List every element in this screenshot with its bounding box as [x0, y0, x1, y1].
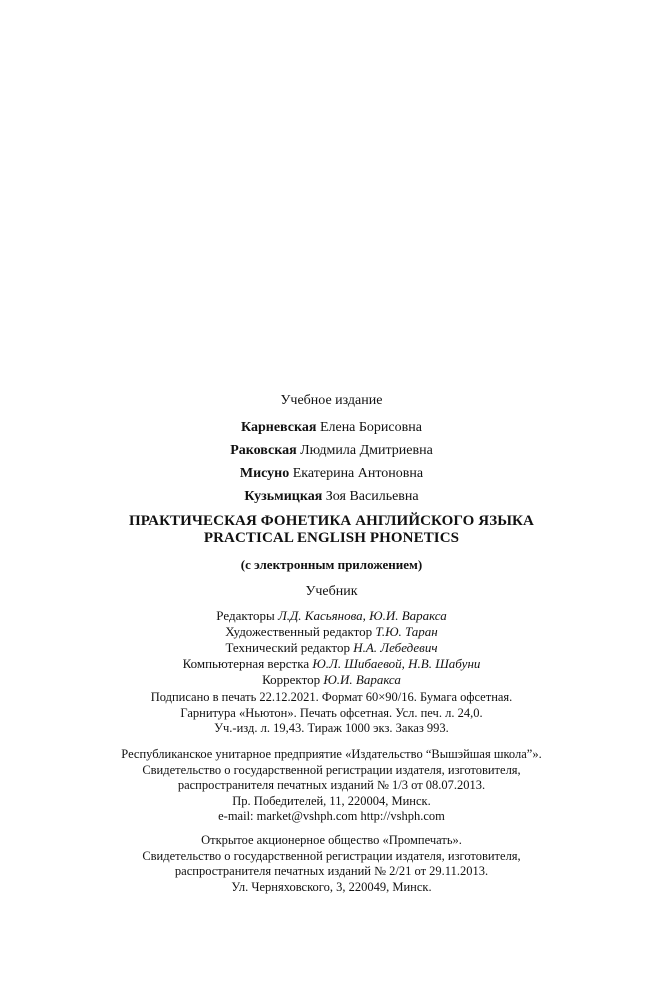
- credit-line: [0, 608, 663, 624]
- print-info-line: Гарнитура «Ньютон». Печать офсетная. Усл. печ. л. 24,0.: [180, 705, 483, 720]
- authors-list: [0, 419, 663, 511]
- title-en: PRACTICAL ENGLISH PHONETICS: [203, 530, 460, 546]
- credit-role: Технический редактор: [225, 640, 350, 655]
- author-surname: Карневская: [241, 420, 317, 435]
- credit-line: [0, 624, 663, 640]
- credit-names: Т.Ю. Таран: [375, 624, 438, 639]
- credit-role: Редакторы: [216, 608, 275, 623]
- author-line: [0, 442, 663, 465]
- book-type: Учебник: [305, 584, 358, 599]
- publisher-line: Пр. Победителей, 11, 220004, Минск.: [232, 793, 431, 808]
- printer-line: распространителя печатных изданий № 2/21 от 29.11.2013.: [174, 864, 489, 878]
- credit-line: [0, 640, 663, 656]
- author-surname: Мисуно: [239, 466, 290, 481]
- credit-line: [0, 656, 663, 672]
- credit-role: Компьютерная верстка: [182, 656, 310, 671]
- subtitle: (с электронным приложением): [240, 557, 423, 572]
- author-line: [0, 419, 663, 442]
- printer-info: [0, 833, 663, 895]
- author-name: Елена Борисовна: [319, 420, 422, 435]
- publisher-line: распространителя печатных изданий № 1/3 от 08.07.2013.: [177, 778, 486, 792]
- printer-line: Ул. Черняховского, 3, 220049, Минск.: [231, 879, 432, 894]
- credit-names: Ю.Л. Шибаевой, Н.В. Шабуни: [312, 656, 481, 671]
- author-name: Екатерина Антоновна: [292, 466, 424, 481]
- credit-role: Художественный редактор: [225, 624, 373, 639]
- credits-list: [0, 608, 663, 688]
- credit-role: Корректор: [262, 672, 321, 687]
- print-info: [0, 690, 663, 737]
- credit-names: Л.Д. Касьянова, Ю.И. Варакса: [277, 608, 447, 623]
- credit-names: Ю.И. Варакса: [323, 672, 401, 687]
- author-name: Зоя Васильевна: [325, 489, 419, 504]
- edition-type: Учебное издание: [280, 393, 383, 408]
- print-info-line: Уч.-изд. л. 19,43. Тираж 1000 экз. Заказ 993.: [214, 721, 449, 735]
- author-line: [0, 465, 663, 488]
- author-name: Людмила Дмитриевна: [300, 443, 433, 458]
- credit-names: Н.А. Лебедевич: [353, 640, 438, 655]
- author-surname: Кузьмицкая: [244, 489, 323, 504]
- publisher-line: Республиканское унитарное предприятие «Издательство “Вышэйшая школа”».: [121, 747, 542, 761]
- print-info-line: Подписано в печать 22.12.2021. Формат 60×90/16. Бумага офсетная.: [150, 690, 513, 704]
- publisher-line: Свидетельство о государственной регистрации издателя, изготовителя,: [142, 762, 521, 777]
- author-line: [0, 488, 663, 511]
- publisher-line: e-mail: market@vshph.com http://vshph.com: [218, 809, 445, 823]
- author-surname: Раковская: [230, 443, 297, 458]
- title-ru: ПРАКТИЧЕСКАЯ ФОНЕТИКА АНГЛИЙСКОГО ЯЗЫКА: [129, 513, 534, 529]
- publisher-info: [0, 747, 663, 825]
- printer-line: Свидетельство о государственной регистрации издателя, изготовителя,: [142, 848, 521, 863]
- printer-line: Открытое акционерное общество «Промпечать».: [201, 833, 462, 847]
- credit-line: [0, 672, 663, 688]
